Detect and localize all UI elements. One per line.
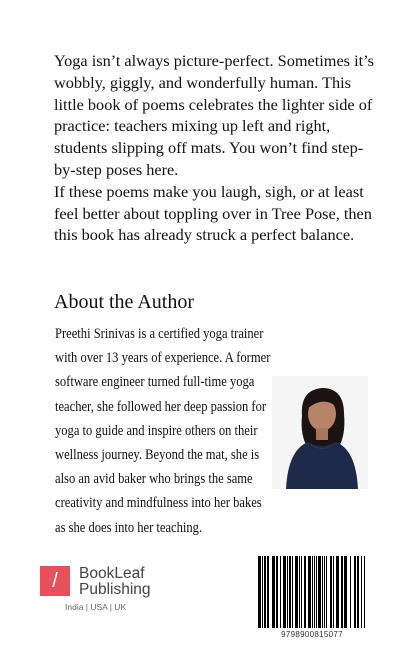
barcode-bar — [308, 556, 311, 628]
barcode-bar — [324, 556, 325, 628]
publisher-regions: India | USA | UK — [65, 602, 127, 612]
barcode-bar — [350, 556, 351, 628]
barcode-bar — [336, 556, 339, 628]
barcode-bar — [283, 556, 286, 628]
publisher-name-line2: Publishing — [79, 581, 151, 598]
author-bio — [55, 322, 271, 542]
barcode-bar — [267, 556, 269, 628]
isbn-barcode — [256, 556, 368, 628]
author-portrait-image — [272, 376, 368, 489]
barcode-bar — [341, 556, 343, 628]
blurb-paragraph-2: If these poems make you laugh, sigh, or at least feel better about toppling over in Tree Pose, then this book has already struck a perfect balance. — [54, 181, 372, 245]
barcode-bar — [276, 556, 278, 628]
barcode-bar — [264, 556, 266, 628]
barcode-bar — [289, 556, 291, 628]
barcode-bar — [301, 556, 302, 628]
barcode-bar — [354, 556, 356, 628]
barcode-bar — [287, 556, 288, 628]
blurb-text — [54, 50, 374, 246]
barcode-bar — [280, 556, 281, 628]
barcode-bar — [314, 556, 315, 628]
publisher-logo-mark — [40, 566, 70, 596]
barcode-bar — [304, 556, 306, 628]
author-bio-text: Preethi Srinivas is a certified yoga trainer with over 13 years of experience. A former software engineer turned full-time yoga teacher, she followed her deep passion for yoga to guide and inspire others on their wellness journey. Beyond the mat, she is also an avid baker who brings the same creativity and mindfulness into her bakes as she does into her teaching. — [55, 326, 271, 536]
publisher-name-line1: BookLeaf — [79, 565, 145, 582]
barcode-bar — [322, 556, 323, 628]
barcode-bar — [326, 556, 327, 628]
barcode-bar — [364, 556, 365, 628]
barcode-bar — [295, 556, 298, 628]
blurb-paragraph-1: Yoga isn’t always picture-perfect. Sometimes it’s wobbly, giggly, and wonderfully human. This little book of poems celebrates the lighter side of practice: teachers mixing up left and right, students slipping off mats. You won’t find step-by-step poses here. — [54, 51, 374, 179]
author-photo — [272, 376, 368, 489]
barcode-bar — [318, 556, 321, 628]
barcode-bar — [292, 556, 293, 628]
barcode-bar — [299, 556, 300, 628]
publisher-logo-glyph: / — [52, 570, 58, 592]
barcode-bar — [330, 556, 332, 628]
barcode-bar — [361, 556, 362, 628]
barcode-bar — [333, 556, 334, 628]
barcode-bar — [316, 556, 317, 628]
barcode-bar — [344, 556, 347, 628]
barcode-bar — [357, 556, 359, 628]
isbn-number: 9798900815077 — [281, 630, 343, 639]
barcode-bar — [272, 556, 275, 628]
barcode-bar — [312, 556, 313, 628]
about-author-heading: About the Author — [54, 291, 194, 313]
barcode-bar — [258, 556, 261, 628]
barcode-bar — [262, 556, 263, 628]
